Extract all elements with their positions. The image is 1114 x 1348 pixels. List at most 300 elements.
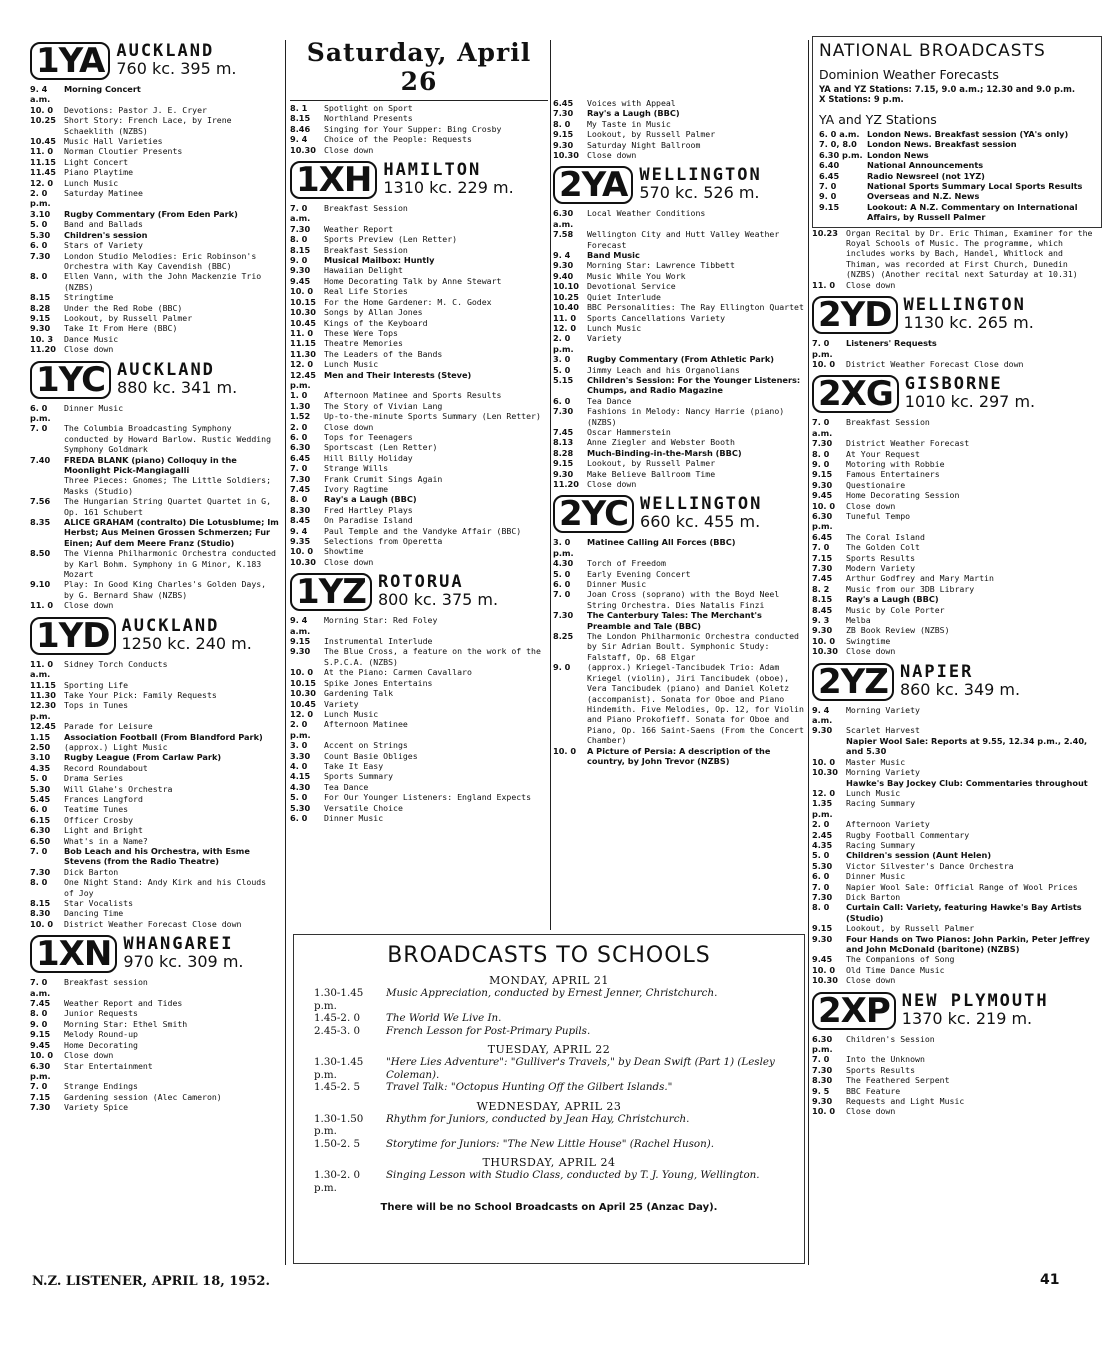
program-item (553, 631, 805, 662)
station-frequency: 1250 kc. 240 m. (121, 633, 252, 653)
program-title: Torch of Freedom (587, 558, 666, 569)
program-title: The Blue Cross, a feature on the work of the S.P.C.A. (NZBS) (324, 646, 541, 667)
program-list (30, 977, 280, 1112)
program-title: Napier Wool Sale: Reports at 9.55, 12.34 p.m., 2.40, and 5.30 (846, 735, 1088, 757)
program-time: 9.15 (553, 458, 574, 469)
program-title: Tops in Tunes (64, 700, 129, 711)
program-title: Arthur Godfrey and Mary Martin (846, 573, 994, 584)
program-title: Dinner Music (324, 812, 384, 823)
program-title: Make Believe Ballroom Time (587, 468, 716, 479)
program-time: 9. 3 (812, 615, 830, 626)
program-time: 9.30 (812, 1096, 833, 1107)
program-title: Close down (846, 500, 896, 511)
station-info (904, 296, 1034, 331)
station-frequency: 1370 kc. 219 m. (901, 1008, 1033, 1028)
program-item (812, 646, 1102, 656)
program-title: Stars of Variety (64, 240, 143, 251)
program-item (30, 496, 280, 517)
program-time: 7.30 (553, 610, 574, 621)
program-time: 10.10 (553, 281, 579, 292)
program-time: 7.30 (812, 563, 833, 573)
program-time: 7. 0 a.m. (812, 417, 833, 438)
column-4 (812, 36, 1102, 1117)
program-title: Officer Crosby (64, 814, 134, 825)
schools-time: 1.50-2. 5 (314, 1137, 361, 1150)
program-time: 4.30 (290, 781, 311, 792)
station-city: NEW PLYMOUTH (901, 990, 1049, 1011)
program-item (553, 375, 805, 396)
program-time: 10. 0 (290, 546, 314, 557)
program-item (812, 778, 1102, 788)
program-title: The Story of Vivian Lang (324, 400, 443, 411)
program-time: 5. 0 (30, 773, 48, 784)
program-item (553, 108, 805, 118)
program-time: 9.40 (553, 270, 574, 281)
program-title: The Canterbury Tales: The Merchant's Preamble and Tale (BBC) (587, 610, 762, 631)
program-time: 4.15 (290, 771, 311, 782)
program-title: Tea Dance (324, 781, 369, 792)
program-list (30, 84, 280, 355)
program-item (290, 370, 548, 391)
program-time: 9.30 (812, 725, 833, 736)
schools-item (294, 1081, 804, 1094)
program-title: Accent on Strings (324, 740, 408, 751)
program-item (290, 709, 548, 719)
program-time: 10.45 (30, 136, 56, 147)
program-title: Instrumental Interlude (324, 636, 433, 647)
program-time: 6.30 p.m. (812, 1033, 833, 1055)
program-time: 3.10 (30, 752, 51, 763)
program-time: 2. 0 p.m. (290, 719, 311, 740)
program-time: 10.15 (290, 296, 316, 307)
program-title: Rugby Football Commentary (846, 829, 970, 840)
station-city: ROTORUA (377, 572, 464, 593)
program-time: 7.45 (812, 573, 833, 584)
program-time: 8.28 (30, 302, 51, 313)
program-item (30, 815, 280, 825)
program-time: 7. 0 (812, 1054, 830, 1065)
station-header (30, 935, 280, 973)
program-time: 6. 0 (30, 804, 48, 815)
program-item (290, 103, 548, 113)
station-header (553, 495, 805, 533)
program-item (290, 771, 548, 781)
program-item (812, 934, 1102, 955)
program-title: (approx.) Light Music (64, 741, 168, 752)
program-title: At Your Request (846, 448, 920, 459)
program-item (30, 1008, 280, 1018)
program-title: Sporting Life (64, 679, 129, 690)
program-title: London Studio Melodies: Eric Robinson's Orchestra with Kay Cavendish (BBC) (64, 250, 257, 271)
station-frequency: 1310 kc. 229 m. (383, 178, 514, 198)
program-time: 1.30 (290, 400, 311, 411)
schools-time: 1.30-1.45 p.m. (314, 1056, 364, 1081)
program-item (812, 954, 1102, 964)
program-time: 11. 0 a.m. (30, 658, 54, 680)
program-list (812, 1034, 1102, 1117)
program-time: 7.40 (30, 454, 51, 465)
program-title: The Golden Colt (846, 542, 920, 553)
program-title: Frances Langford (64, 793, 143, 804)
program-title: Northland Presents (324, 113, 413, 124)
program-time: 9.30 (290, 646, 311, 657)
program-time: 10. 0 (812, 964, 836, 975)
program-time: 8.35 (30, 517, 51, 528)
program-item (290, 432, 548, 442)
weather-line: YA and YZ Stations: 7.15, 9.0 a.m.; 12.30 and 9.0 p.m. (819, 84, 1076, 94)
program-item (290, 245, 548, 255)
program-time: 8. 0 (812, 448, 830, 459)
schools-item (294, 1113, 804, 1138)
program-title: Dick Barton (846, 891, 901, 902)
program-title: Junior Requests (64, 1008, 138, 1019)
program-time: 10.45 (290, 698, 316, 709)
program-item (812, 359, 1102, 369)
program-time: 8.15 (30, 292, 51, 303)
program-time: 2. 0 (290, 421, 308, 432)
yayz-heading: YA and YZ Stations (819, 112, 937, 127)
program-title: Drama Series (64, 773, 124, 784)
program-title: Lookout: A N.Z. Commentary on International Affairs, by Russell Palmer (867, 201, 1078, 223)
page-title: Saturday, April 26 (306, 38, 532, 96)
schools-heading: BROADCASTS TO SCHOOLS (387, 943, 711, 968)
program-item (812, 605, 1102, 615)
station-info (123, 935, 243, 970)
schools-time: 1.30-2. 0 p.m. (314, 1169, 361, 1194)
program-item (290, 699, 548, 709)
program-time: 7.30 (553, 108, 574, 119)
program-title: National Announcements (867, 160, 984, 171)
program-title: Lookout, by Russell Palmer (587, 129, 716, 140)
program-time: 7. 0 p.m. (812, 338, 833, 359)
program-title: The Coral Island (846, 531, 925, 542)
program-item (30, 313, 280, 323)
station-callsign: 2YD (812, 296, 898, 334)
program-item (812, 861, 1102, 871)
program-time: 10. 0 (812, 1106, 836, 1117)
program-time: 9.30 (553, 260, 574, 271)
program-title: Breakfast Session (846, 417, 930, 428)
schools-day-heading: MONDAY, APRIL 21 (489, 974, 609, 987)
program-item (290, 255, 548, 265)
program-title: Afternoon Matinee and Sports Results (324, 390, 502, 401)
program-item (812, 636, 1102, 646)
program-time: 5. 0 (30, 219, 48, 230)
program-title: Matinee Calling All Forces (BBC) (587, 537, 736, 548)
program-time: 8. 1 (290, 103, 308, 113)
program-item (30, 721, 280, 731)
program-item (812, 882, 1102, 892)
program-list (812, 228, 1102, 290)
program-title: Sports Results (846, 552, 916, 563)
program-time: 7. 0 (553, 589, 571, 600)
program-title: Morning Concert (64, 84, 141, 94)
program-title: My Taste in Music (587, 118, 671, 129)
program-title: Scarlet Harvest (846, 725, 920, 736)
program-title: Home Decorating (64, 1039, 138, 1050)
program-time: 8.15 (290, 244, 311, 255)
broadcasts-to-schools-box (293, 934, 805, 1264)
program-item (30, 600, 280, 610)
program-item (290, 276, 548, 286)
program-time: 6. 0 (30, 240, 48, 251)
program-time: 9. 0 (30, 1018, 48, 1029)
schools-title: Music Appreciation, conducted by Ernest Jenner, Christchurch. (386, 987, 718, 999)
program-title: Close down (846, 975, 896, 986)
program-title: Organ Recital by Dr. Eric Thiman, Examiner for the Royal Schools of Music. The programme, which includes works by Bach, Handel, Whitlock and Thiman, was recorded at First Church, Dunedin (NZBS) (Another recital next Saturday at 10.31) (846, 227, 1093, 280)
program-item (30, 794, 280, 804)
program-time: 7.30 (812, 1064, 833, 1075)
program-time: 11.15 (290, 338, 316, 349)
program-item (30, 1019, 280, 1029)
program-title: What's in a Name? (64, 835, 148, 846)
program-title: Paul Temple and the Vandyke Affair (BBC) (324, 525, 522, 536)
program-title: Close down (846, 279, 896, 290)
program-item (812, 1065, 1102, 1075)
program-time (812, 736, 846, 757)
program-title: Band Music (587, 250, 640, 261)
schools-title: The World We Live In. (386, 1012, 502, 1024)
program-title: Band and Ballads (64, 219, 143, 230)
station-header (812, 663, 1102, 701)
program-item (30, 732, 280, 742)
program-item (290, 318, 548, 328)
program-time: 7.30 (290, 223, 311, 234)
program-list (290, 103, 548, 155)
program-time: 9. 4 a.m. (30, 84, 51, 105)
program-time: 7. 0 a.m. (290, 203, 311, 224)
program-title: Breakfast Session (324, 203, 408, 214)
station-frequency: 660 kc. 455 m. (640, 512, 761, 532)
program-item (290, 646, 548, 667)
station-info (640, 495, 762, 530)
program-list (290, 615, 548, 823)
program-time: 7.15 (812, 552, 833, 563)
program-item (290, 338, 548, 348)
program-time: 7. 0 (30, 846, 48, 856)
program-item (553, 365, 805, 375)
program-time: 9.30 (290, 265, 311, 276)
program-title: The Vienna Philharmonic Orchestra conducted by Karl Bohm. Symphony in G Minor, K.183 Mozart (64, 548, 276, 580)
station-header (30, 42, 280, 80)
program-time: 11.15 (30, 679, 56, 690)
program-time: 9. 4 (290, 525, 308, 536)
station-callsign: 1YD (30, 617, 116, 655)
program-time: 8. 0 (290, 234, 308, 245)
program-item (553, 406, 805, 427)
program-title: Close down (587, 150, 637, 161)
program-title: Sports Cancellations Variety (587, 312, 726, 323)
program-time: 7.30 (553, 406, 574, 417)
program-item (290, 203, 548, 224)
program-time: 7. 0 a.m. (30, 977, 51, 998)
program-title: The Columbia Broadcasting Symphony conducted by Howard Barlow. Rustic Wedding Symphony Goldmark (64, 423, 272, 455)
program-time: 2.45 (812, 829, 833, 840)
program-time: 4.30 (553, 558, 574, 569)
station-frequency: 800 kc. 375 m. (377, 590, 499, 610)
program-time: 1.52 (290, 411, 311, 422)
program-title: Rugby Commentary (From Eden Park) (64, 208, 238, 219)
program-item (553, 250, 805, 260)
program-title: Listeners' Requests (846, 338, 937, 349)
program-item (553, 98, 805, 108)
program-time: 8.30 (30, 908, 51, 919)
program-title: District Weather Forecast Close down (64, 918, 242, 929)
program-title: Voices with Appeal (587, 98, 676, 108)
program-time: 3.30 (290, 750, 311, 761)
program-item (812, 725, 1102, 735)
program-item (812, 1054, 1102, 1064)
program-item (30, 690, 280, 700)
program-item (812, 840, 1102, 850)
program-item (812, 1086, 1102, 1096)
program-title: (approx.) Kriegel-Tancibudek Trio: Adam Kriegel (violin), Jiri Tancibudek (oboe), Vera Tancibudek (piano) and Daniel Koletz (accompanist). Sonata for Oboe and Piano Hindemith. Five Melodies, Op. 12, for Violin and Piano Prokofieff. Sonata for Oboe and Piano, Op. 166 Saint-Saens (From the Concert Chamber) (587, 662, 804, 746)
national-program-item (819, 139, 1095, 149)
station-frequency: 570 kc. 526 m. (639, 183, 760, 203)
station-city: HAMILTON (383, 160, 482, 181)
program-time: 8. 0 (30, 877, 48, 888)
program-title: Into the Unknown (846, 1054, 925, 1065)
page-number: 41 (1040, 1272, 1060, 1288)
program-title: Ivory Ragtime (324, 484, 389, 494)
program-title: Devotions: Pastor J. E. Cryer (64, 104, 207, 115)
program-time: 8.15 (290, 113, 311, 124)
program-title: Selections from Operetta (324, 536, 443, 547)
program-time: 10.30 (290, 688, 316, 699)
program-time: 11. 0 (553, 312, 577, 323)
program-time: 9.45 (290, 275, 311, 286)
program-item (553, 448, 805, 458)
program-title: Lunch Music (587, 322, 642, 333)
program-time: 4.35 (30, 762, 51, 773)
station-callsign: 2XG (812, 375, 899, 413)
program-title: Curtain Call: Variety, featuring Hawke's Bay Artists (Studio) (846, 902, 1082, 923)
program-time: 1.15 (30, 731, 51, 742)
program-time: 10.25 (553, 291, 579, 302)
program-item (812, 705, 1102, 726)
program-item (30, 742, 280, 752)
program-item (290, 636, 548, 646)
program-item (812, 542, 1102, 552)
schools-note: There will be no School Broadcasts on April 25 (Anzac Day). (380, 1202, 718, 1213)
station-header (290, 161, 548, 199)
program-item (30, 344, 280, 354)
program-time: 12. 0 (290, 708, 314, 719)
program-title: Lunch Music (846, 787, 901, 798)
program-title: Star Vocalists (64, 898, 134, 909)
column-2-body (290, 103, 548, 823)
program-time: 2. 0 (812, 819, 830, 830)
program-time: 8.45 (290, 515, 311, 526)
program-list (290, 203, 548, 567)
program-time: 8.50 (30, 548, 51, 559)
program-title: Lunch Music (324, 708, 379, 719)
program-title: Real Life Stories (324, 286, 408, 297)
program-time: 7.30 (290, 473, 311, 484)
program-item (290, 134, 548, 144)
program-item (30, 998, 280, 1008)
program-title: Light and Bright (64, 825, 143, 836)
program-item (812, 798, 1102, 819)
station-info (383, 161, 513, 196)
program-title: Piano Playtime (64, 167, 134, 178)
program-time: 10.30 (812, 767, 838, 778)
program-time: 9.30 (812, 479, 833, 490)
column-rule-2 (550, 40, 551, 930)
program-time: 6.45 (290, 452, 311, 463)
program-title: Close down (324, 556, 374, 567)
station-city: WELLINGTON (639, 165, 762, 186)
program-time: 8.15 (812, 594, 833, 605)
program-item (290, 390, 548, 400)
program-item (553, 746, 805, 767)
program-title: Melba (846, 615, 871, 626)
program-time: 12. 0 (290, 359, 314, 370)
program-title: Lunch Music (64, 177, 119, 188)
program-title: Sportscast (Len Retter) (324, 442, 438, 453)
program-title: Close down (324, 144, 374, 155)
program-item (30, 784, 280, 794)
program-title: Bob Leach and his Orchestra, with Esme Stevens (from the Radio Theatre) (64, 846, 250, 867)
program-item (290, 792, 548, 802)
program-time: 3. 0 p.m. (553, 537, 574, 558)
program-time: 10.25 (30, 115, 56, 126)
program-item (30, 146, 280, 156)
station-info (639, 166, 761, 201)
program-time: 2.50 (30, 741, 51, 752)
program-item (553, 579, 805, 589)
program-time: 9.15 (30, 1029, 51, 1040)
program-item (30, 752, 280, 762)
station-city: AUCKLAND (121, 615, 220, 636)
program-item (30, 825, 280, 835)
program-title: A Picture of Persia: A description of the country, by John Trevor (NZBS) (587, 745, 771, 766)
program-time: 5.30 (812, 860, 833, 871)
program-title: District Weather Forecast (846, 438, 970, 449)
program-time: 8.28 (553, 447, 574, 458)
program-item (553, 469, 805, 479)
program-title: Dancing Time (64, 908, 124, 919)
program-item (812, 736, 1102, 757)
program-title: Close down (64, 600, 114, 611)
column-rule-1 (285, 40, 286, 1265)
program-title: District Weather Forecast Close down (846, 358, 1024, 369)
program-time: 8.46 (290, 123, 311, 134)
program-time: 12.45 p.m. (290, 369, 316, 390)
program-title: ZB Book Review (NZBS) (846, 625, 950, 636)
program-time: 11.30 (30, 689, 56, 700)
program-item (290, 411, 548, 421)
weather-heading: Dominion Weather Forecasts (819, 67, 999, 82)
program-title: Overseas and N.Z. News (867, 191, 980, 202)
program-time: 10.30 (553, 150, 579, 161)
program-time (812, 778, 846, 788)
station-callsign: 2XP (812, 992, 896, 1030)
program-title: Quiet Interlude (587, 291, 661, 302)
program-item (30, 105, 280, 115)
program-item (290, 463, 548, 473)
program-title: Racing Summary (846, 798, 916, 809)
program-item (812, 563, 1102, 573)
program-time: 5.30 (290, 802, 311, 813)
program-item (30, 700, 280, 721)
program-time: 7. 0 (290, 463, 308, 474)
program-item (812, 923, 1102, 933)
program-item (30, 84, 280, 105)
program-title: Choice of the People: Requests (324, 134, 472, 145)
program-title: Lunch Music (324, 359, 379, 370)
program-item (30, 919, 280, 929)
